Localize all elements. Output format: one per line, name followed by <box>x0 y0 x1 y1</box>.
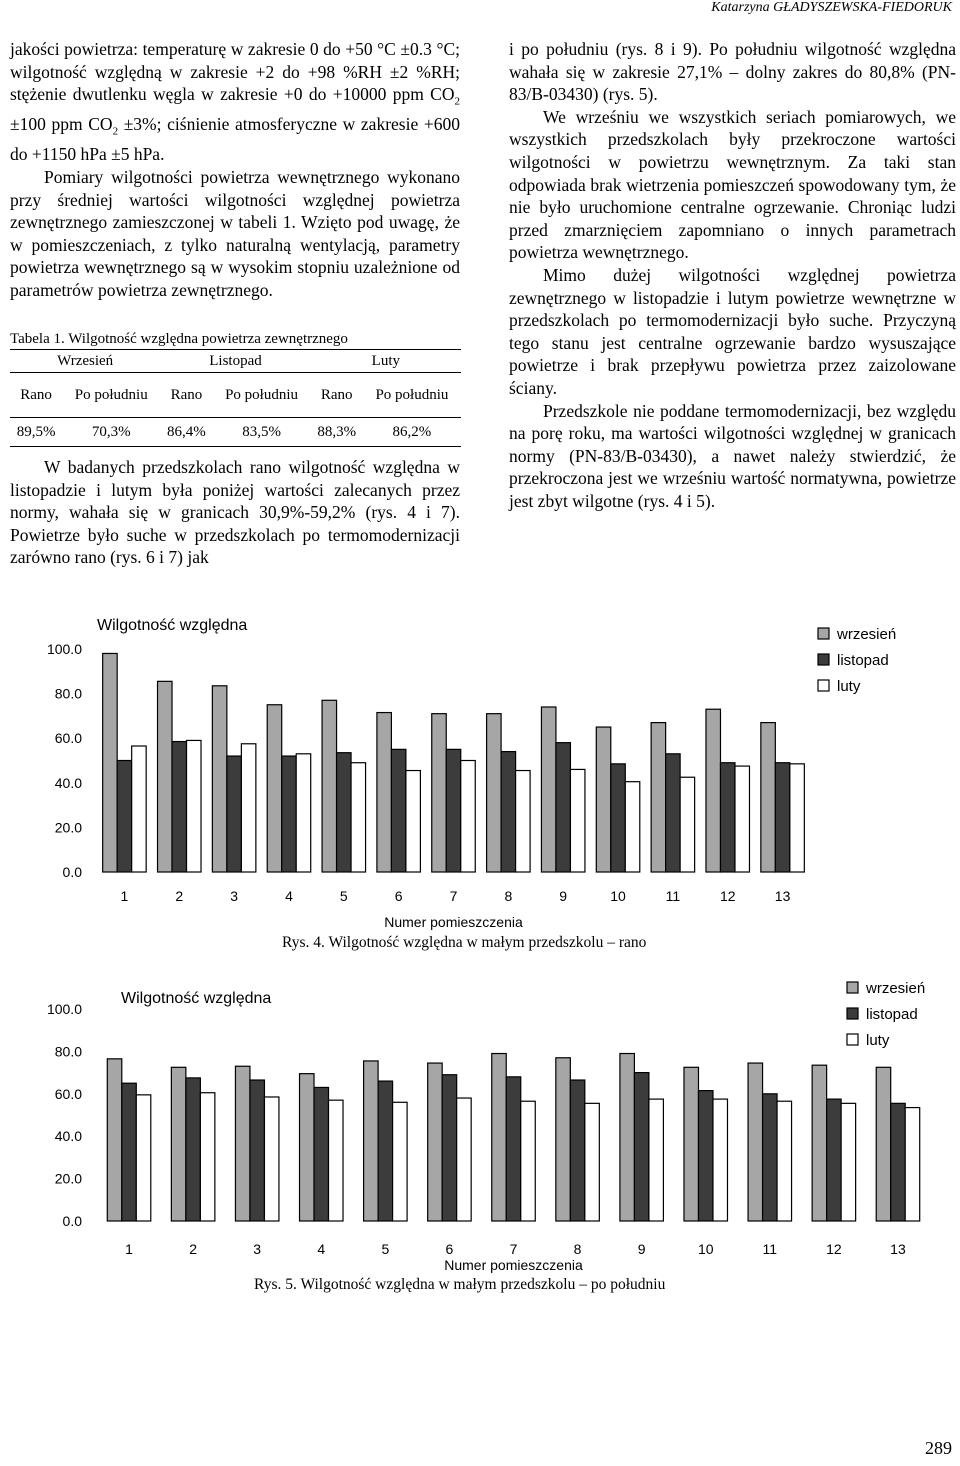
left-column <box>10 38 460 302</box>
figure-5-caption: Rys. 5. Wilgotność względna w małym przedszkolu – po południu <box>254 1276 666 1293</box>
bar-listopad <box>172 742 187 872</box>
bar-wrzesień <box>651 723 666 872</box>
table-cell: 86,2% <box>363 418 461 447</box>
bar-wrzesień <box>300 1074 315 1221</box>
x-tick-label: 11 <box>762 1241 778 1257</box>
bar-listopad <box>442 1075 457 1221</box>
bar-listopad <box>666 754 681 872</box>
bar-luty <box>649 1099 664 1221</box>
y-tick-label: 80.0 <box>54 1043 82 1060</box>
chart-5-svg <box>0 966 960 1276</box>
x-tick-label: 2 <box>175 888 184 904</box>
x-tick-label: 5 <box>381 1241 390 1257</box>
bar-wrzesień <box>107 1059 122 1221</box>
bar-wrzesień <box>364 1061 379 1221</box>
bar-wrzesień <box>171 1067 186 1221</box>
y-tick-label: 0.0 <box>62 1213 82 1229</box>
bar-listopad <box>720 763 735 872</box>
bar-wrzesień <box>620 1054 635 1221</box>
bar-listopad <box>282 756 297 872</box>
table-month-header: Listopad <box>160 350 310 373</box>
x-tick-label: 4 <box>285 888 293 904</box>
bar-wrzesień <box>706 709 721 872</box>
bar-luty <box>905 1108 920 1221</box>
bar-listopad <box>250 1080 265 1221</box>
x-tick-label: 8 <box>504 888 513 904</box>
x-tick-label: 1 <box>120 888 129 904</box>
x-tick-label: 13 <box>890 1241 906 1257</box>
y-tick-label: 60.0 <box>54 730 82 747</box>
bar-luty <box>790 764 805 872</box>
table-cell: 89,5% <box>10 418 62 447</box>
paragraph-non-modernized: Przedszkole nie poddane termomodernizacji, bez względu na porę roku, ma wartości wilgotności względnej w granicach normy (PN-83/B-03430), a nawet należy stwierdzić, że przekroczona jest we wrześniu wartość normatywna, powietrze jest zbyt wilgotne (rys. 4 i 5). <box>509 400 956 511</box>
right-column <box>509 38 956 512</box>
legend-swatch <box>818 680 829 691</box>
x-tick-label: 9 <box>559 888 568 904</box>
running-header-author: Katarzyna GŁADYSZEWSKA-FIEDORUK <box>711 0 952 15</box>
table-subheader: Rano <box>311 373 363 418</box>
bar-wrzesień <box>812 1065 827 1221</box>
figure-4-caption: Rys. 4. Wilgotność względna w małym przedszkolu – rano <box>282 934 647 951</box>
figure-5-chart <box>0 966 960 1276</box>
chart-title: Wilgotność względna <box>97 617 248 634</box>
bar-luty <box>241 744 256 872</box>
bar-luty <box>521 1101 536 1221</box>
y-tick-label: 40.0 <box>54 1128 82 1145</box>
bar-listopad <box>570 1080 585 1221</box>
x-tick-label: 6 <box>445 1241 454 1257</box>
legend-swatch <box>847 982 858 993</box>
y-tick-label: 20.0 <box>54 819 82 836</box>
bar-luty <box>132 746 147 872</box>
table-subheader: Po południu <box>62 373 160 418</box>
x-tick-label: 9 <box>637 1241 646 1257</box>
x-axis-label: Numer pomieszczenia <box>384 914 523 930</box>
paragraph-november-february: Mimo dużej wilgotności względnej powietrza zewnętrznego w listopadzie i lutym powietrze wewnętrzne w przedszkolach po termomodernizacji było suche. Przyczyną tego stanu jest centralne ogrzewanie bardzo wysuszające powietrze i brak przepływu powietrza przez zaizolowane ściany. <box>509 264 956 398</box>
paragraph-afternoon: i po południu (rys. 8 i 9). Po południu wilgotność względna wahała się w zakresie 27,1% – dolny zakres do 80,8% (PN-83/B-03430) (rys. 5). <box>509 39 956 105</box>
bar-listopad <box>775 763 790 872</box>
bar-luty <box>461 761 476 873</box>
x-tick-label: 3 <box>230 888 239 904</box>
table-cell: 83,5% <box>212 418 310 447</box>
bar-listopad <box>634 1073 649 1221</box>
bar-listopad <box>337 753 352 872</box>
legend-swatch <box>847 1034 858 1045</box>
table-cell: 88,3% <box>311 418 363 447</box>
bar-luty <box>264 1097 279 1221</box>
bar-luty <box>457 1098 472 1221</box>
bar-listopad <box>117 761 132 873</box>
bar-wrzesień <box>322 700 337 872</box>
bar-listopad <box>891 1103 906 1221</box>
bar-luty <box>296 754 311 872</box>
x-tick-label: 2 <box>189 1241 198 1257</box>
x-tick-label: 1 <box>125 1241 133 1257</box>
table-caption: Tabela 1. Wilgotność względna powietrza zewnętrznego <box>10 331 348 347</box>
y-tick-label: 20.0 <box>54 1170 82 1187</box>
paragraph-september: We wrześniu we wszystkich seriach pomiarowych, we wszystkich przedszkolach były przekroczone wartości wilgotności w powietrzu wewnętrznym. Za taki stan odpowiada brak wietrzenia pomieszczeń spowodowany tym, że nie było uruchomione centralne ogrzewanie. Chroniąc ludzi przed zmarznięciem zapomniano o innych parametrach powietrza wewnętrznego. <box>509 106 956 263</box>
table-subheader: Rano <box>160 373 212 418</box>
paragraph-measurement-ranges: jakości powietrza: temperaturę w zakresie 0 do +50 °C ±0.3 °C; wilgotność względną w zakresie +2 do +98 %RH ±2 %RH; stężenie dwutlenku węgla w zakresie +0 do +10000 ppm $CO_2 \pm 100$ ppm $CO_2 \pm 3\%$; ciśnienie atmosferyczne w zakresie +600 do +1150 hPa ±5 hPa. <box>10 39 460 165</box>
bar-wrzesień <box>432 714 447 872</box>
x-tick-label: 4 <box>317 1241 326 1257</box>
y-tick-label: 40.0 <box>54 774 82 791</box>
chart-4-svg <box>0 600 960 930</box>
legend-label: listopad <box>866 1006 918 1023</box>
bar-listopad <box>611 764 626 872</box>
bar-wrzesień <box>377 713 392 872</box>
bar-listopad <box>446 749 461 872</box>
legend-label: wrzesień <box>866 980 926 997</box>
bar-luty <box>393 1102 408 1221</box>
table-subheader: Po południu <box>212 373 310 418</box>
page-number: 289 <box>925 1438 952 1458</box>
bar-wrzesień <box>428 1063 443 1221</box>
bar-luty <box>713 1099 728 1221</box>
x-tick-label: 8 <box>573 1241 582 1257</box>
table-cell: 70,3% <box>62 418 160 447</box>
bar-listopad <box>506 1077 521 1221</box>
bar-luty <box>136 1095 151 1221</box>
bar-listopad <box>556 743 571 872</box>
bar-listopad <box>378 1081 393 1221</box>
bar-luty <box>570 769 585 872</box>
legend-swatch <box>818 654 829 665</box>
bar-luty <box>777 1101 792 1221</box>
bar-luty <box>329 1100 344 1221</box>
table-subheader: Po południu <box>363 373 461 418</box>
x-tick-label: 10 <box>610 888 626 904</box>
legend-label: luty <box>866 1032 890 1049</box>
bar-wrzesień <box>748 1063 763 1221</box>
bar-listopad <box>763 1094 778 1221</box>
bar-luty <box>351 763 366 872</box>
bar-luty <box>585 1103 600 1221</box>
bar-wrzesień <box>596 727 611 872</box>
legend-swatch <box>818 628 829 639</box>
x-tick-label: 6 <box>394 888 403 904</box>
x-tick-label: 11 <box>665 888 681 904</box>
bar-wrzesień <box>876 1067 891 1221</box>
bar-wrzesień <box>212 686 227 872</box>
bar-wrzesień <box>761 723 776 872</box>
legend-label: listopad <box>837 652 889 669</box>
bar-wrzesień <box>492 1054 507 1221</box>
table-month-header: Wrzesień <box>10 350 160 373</box>
bar-luty <box>841 1103 856 1221</box>
bar-luty <box>680 777 695 872</box>
x-tick-label: 3 <box>253 1241 262 1257</box>
bar-wrzesień <box>158 681 173 872</box>
chart-title: Wilgotność względna <box>121 990 272 1007</box>
bar-wrzesień <box>235 1066 250 1221</box>
figure-4-chart <box>0 600 960 930</box>
bar-luty <box>625 782 640 872</box>
bar-wrzesień <box>541 707 556 872</box>
bar-listopad <box>698 1091 713 1221</box>
table-subheader: Rano <box>10 373 62 418</box>
bar-wrzesień <box>684 1067 699 1221</box>
legend-label: wrzesień <box>837 626 897 643</box>
table-month-header: Luty <box>311 350 461 373</box>
y-tick-label: 0.0 <box>62 864 82 880</box>
table-cell: 86,4% <box>160 418 212 447</box>
bar-listopad <box>501 752 516 872</box>
y-tick-label: 80.0 <box>54 685 82 702</box>
y-tick-label: 60.0 <box>54 1085 82 1102</box>
bar-listopad <box>391 749 406 872</box>
paragraph-morning-humidity: W badanych przedszkolach rano wilgotność względna w listopadzie i lutym była poniżej wartości zalecanych przez normy, wahała się w granicach 30,9%-59,2% (rys. 4 i 7). Powietrze było suche w przedszkolach po termomodernizacji zarówno rano (rys. 6 i 7) jak <box>10 457 460 568</box>
bar-listopad <box>186 1078 201 1221</box>
x-tick-label: 12 <box>826 1241 842 1257</box>
bar-listopad <box>227 756 242 872</box>
bar-luty <box>735 766 750 872</box>
x-tick-label: 7 <box>449 888 458 904</box>
y-tick-label: 100.0 <box>46 641 82 657</box>
bar-luty <box>187 740 202 872</box>
legend-swatch <box>847 1008 858 1019</box>
legend-label: luty <box>837 678 861 695</box>
bar-listopad <box>314 1087 329 1221</box>
x-tick-label: 5 <box>339 888 348 904</box>
bar-luty <box>200 1093 215 1221</box>
left-column-continued <box>10 456 460 569</box>
bar-wrzesień <box>556 1058 571 1221</box>
bar-wrzesień <box>267 705 282 872</box>
bar-listopad <box>122 1083 136 1221</box>
x-tick-label: 10 <box>697 1241 714 1257</box>
x-tick-label: 13 <box>774 888 791 904</box>
bar-luty <box>406 771 421 872</box>
bar-wrzesień <box>487 714 502 872</box>
x-tick-label: 7 <box>509 1241 518 1257</box>
bar-wrzesień <box>103 653 118 872</box>
outdoor-humidity-table <box>10 349 461 447</box>
x-axis-label: Numer pomieszczenia <box>444 1257 583 1273</box>
paragraph-measurements: Pomiary wilgotności powietrza wewnętrznego wykonano przy średniej wartości wilgotności względnej powietrza zewnętrznego zamieszczonej w tabeli 1. Wzięto pod uwagę, że w pomieszczeniach, z tylko naturalną wentylacją, parametry powietrza wewnętrznego są w wysokim stopniu uzależnione od parametrów powietrza zewnętrznego. <box>10 166 460 300</box>
bar-luty <box>516 771 531 872</box>
x-tick-label: 12 <box>719 888 736 904</box>
y-tick-label: 100.0 <box>46 1001 82 1017</box>
bar-listopad <box>827 1099 842 1221</box>
